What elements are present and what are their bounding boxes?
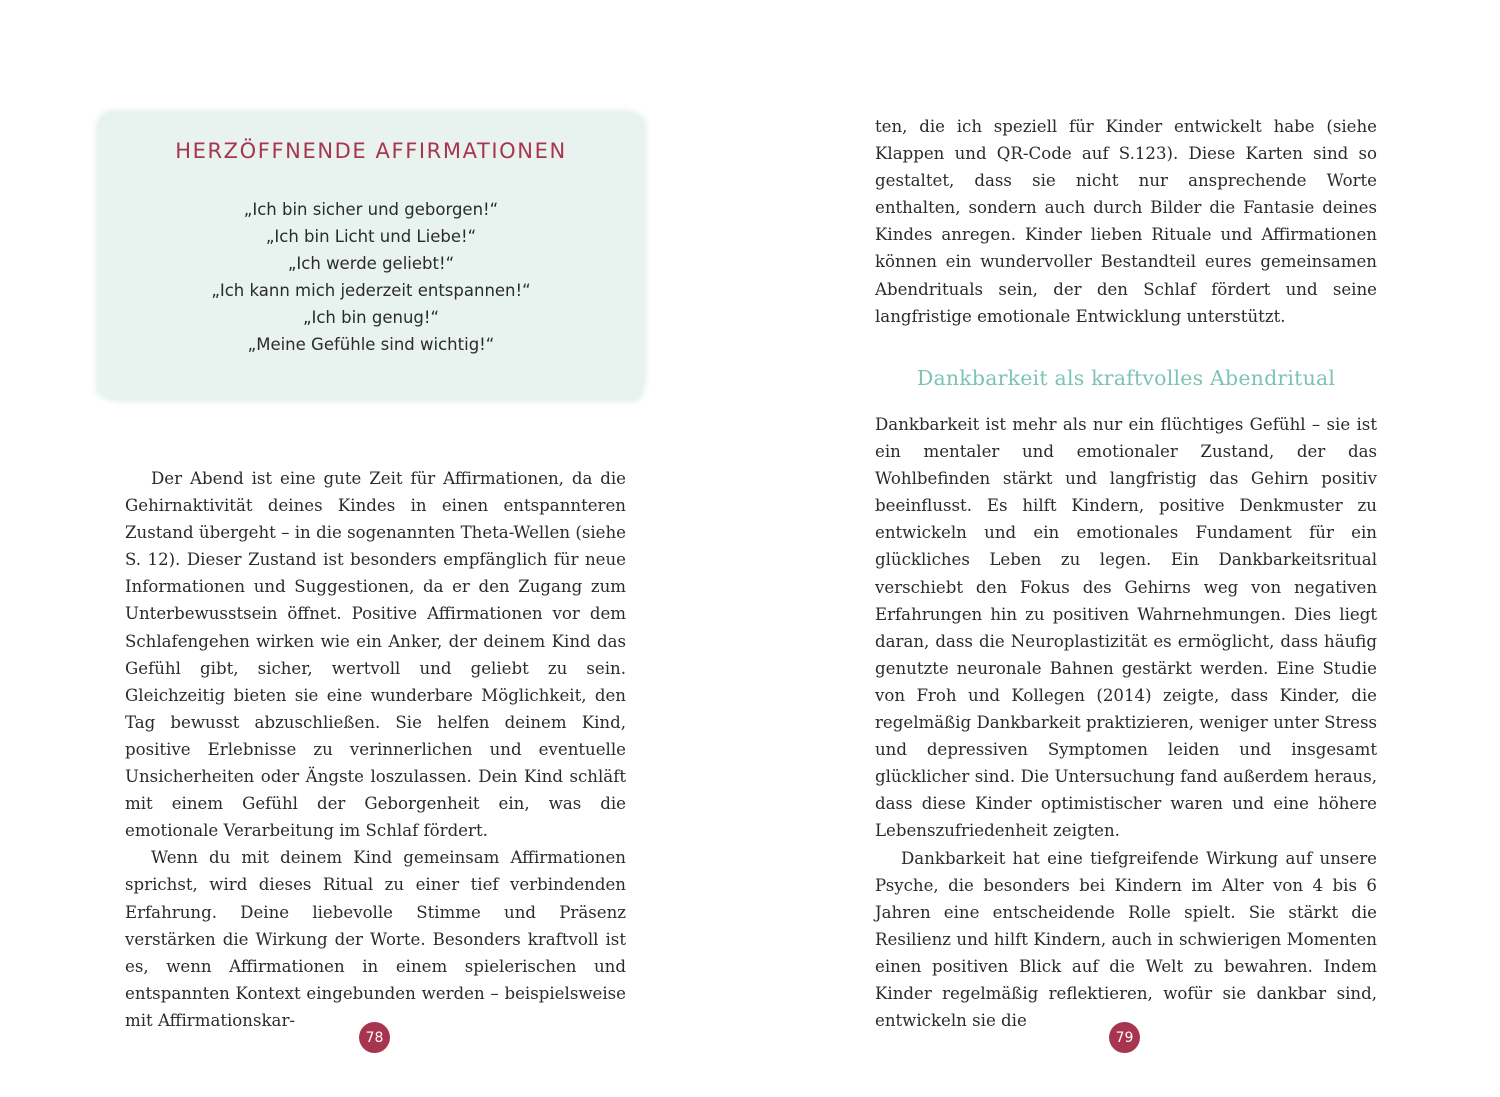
affirmation-line: „Ich bin sicher und geborgen!“ xyxy=(243,200,499,219)
body-paragraph: Der Abend ist eine gute Zeit für Affirmationen, da die Gehirnaktivität deines Kindes in einen entspannteren Zustand übergeht – in die sogenannten Theta-Wellen (siehe S. 12). Dieser Zustand ist besonders empfänglich für neue Informationen und Suggestionen, da er den Zugang zum Unterbewusstsein öffnet. Positive Affirmationen vor dem Schlafengehen wirken wie ein Anker, der deinem Kind das Gefühl gibt, sicher, wertvoll und geliebt zu sein. Gleichzeitig bieten sie eine wunderbare Möglichkeit, den Tag bewusst abzuschließen. Sie helfen deinem Kind, positive Erlebnisse zu verinnerlichen und eventuelle Unsicherheiten oder Ängste loszulassen. Dein Kind schläft mit einem Gefühl der Geborgenheit ein, was die emotionale Verarbeitung im Schlaf fördert. xyxy=(125,469,626,841)
section-heading: Dankbarkeit als kraftvolles Abendritual xyxy=(916,366,1336,390)
right-body-text xyxy=(875,411,1377,1034)
page-number: 78 xyxy=(365,1029,384,1046)
page-number-badge xyxy=(1109,1022,1140,1053)
affirmation-line: „Ich bin Licht und Liebe!“ xyxy=(265,227,477,246)
right-continuation-text xyxy=(875,113,1377,330)
page-number: 79 xyxy=(1115,1029,1134,1046)
affirmation-list xyxy=(98,196,644,358)
affirmation-line: „Ich werde geliebt!“ xyxy=(287,254,455,273)
left-body-text xyxy=(125,465,626,1034)
body-paragraph: ten, die ich speziell für Kinder entwickelt habe (siehe Klappen und QR-Code auf S.123). Diese Karten sind so gestaltet, dass sie nicht nur ansprechende Worte enthalten, sondern auch durch Bilder die Fantasie deines Kindes anregen. Kinder lieben Rituale und Affirmationen können ein wundervoller Bestandteil eures gemeinsamen Abendrituals sein, der den Schlaf fördert und seine langfristige emotionale Entwicklung unterstützt. xyxy=(875,117,1377,326)
affirmation-line: „Ich bin genug!“ xyxy=(302,308,440,327)
body-paragraph: Dankbarkeit hat eine tiefgreifende Wirkung auf unsere Psyche, die besonders bei Kindern im Alter von 4 bis 6 Jahren eine entscheidende Rolle spielt. Sie stärkt die Resilienz und hilft Kindern, auch in schwierigen Momenten einen positiven Blick auf die Welt zu bewahren. Indem Kinder regelmäßig reflektieren, wofür sie dankbar sind, entwickeln sie die xyxy=(875,848,1377,1031)
affirmation-line: „Meine Gefühle sind wichtig!“ xyxy=(247,335,495,354)
page-number-badge xyxy=(359,1022,390,1053)
body-paragraph: Dankbarkeit ist mehr als nur ein flüchtiges Gefühl – sie ist ein mentaler und emotionaler Zustand, der das Wohlbefinden stärkt und langfristig das Gehirn positiv beeinflusst. Es hilft Kindern, positive Denkmuster zu entwickeln und ein emotionales Fundament für ein glückliches Leben zu legen. Ein Dankbarkeitsritual verschiebt den Fokus des Gehirns weg von negativen Erfahrungen hin zu positiven Wahrnehmungen. Dies liegt daran, dass die Neuroplastizität es ermöglicht, dass häufig genutzte neuronale Bahnen gestärkt werden. Eine Studie von Froh und Kollegen (2014) zeigte, dass Kinder, die regelmäßig Dankbarkeit praktizieren, weniger unter Stress und depressiven Symptomen leiden und insgesamt glücklicher sind. Die Untersuchung fand außerdem heraus, dass diese Kinder optimistischer waren und eine höhere Lebenszufriedenheit zeigten. xyxy=(875,415,1377,841)
right-page xyxy=(750,0,1500,1097)
affirmation-box-title: HERZÖFFNENDE AFFIRMATIONEN xyxy=(175,139,567,163)
affirmation-line: „Ich kann mich jederzeit entspannen!“ xyxy=(211,281,531,300)
body-paragraph: Wenn du mit deinem Kind gemeinsam Affirmationen sprichst, wird dieses Ritual zu einer tief verbindenden Erfahrung. Deine liebevolle Stimme und Präsenz verstärken die Wirkung der Worte. Besonders kraftvoll ist es, wenn Affirmationen in einem spielerischen und entspannten Kontext eingebunden werden – beispielsweise mit Affirmationskar- xyxy=(125,848,626,1030)
